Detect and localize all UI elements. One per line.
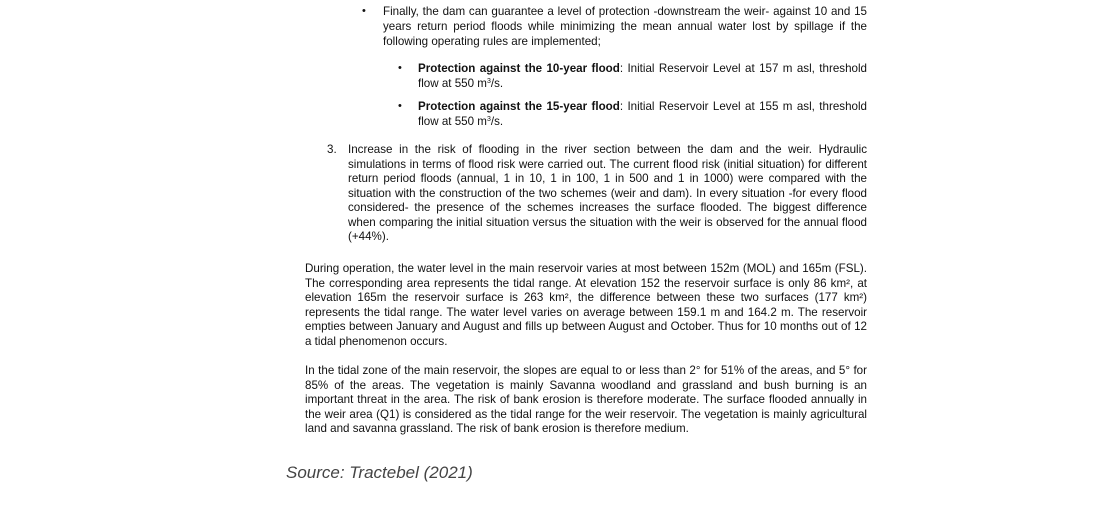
sub-bullet-title: Protection against the 15-year flood: [418, 100, 620, 113]
bullet-marker: •: [362, 5, 366, 17]
sub-bullet-marker: •: [398, 100, 402, 112]
superscript: 3: [486, 78, 491, 85]
bullet-operating-rules: Finally, the dam can guarantee a level of protection -downstream the weir- against 10 and 15 years return period floods while minimizing the mean annual water lost by spillage if the following operating rules are implemented;: [383, 5, 867, 48]
sub-bullet-text: : Initial Reservoir Level at 157 m asl, threshold flow at 550 m: [418, 62, 867, 90]
list-number: 3.: [327, 143, 337, 156]
sub-bullet-marker: •: [398, 62, 402, 74]
superscript: 3: [486, 116, 491, 123]
sub-bullet-title: Protection against the 10-year flood: [418, 62, 620, 75]
sub-bullet-text: : Initial Reservoir Level at 155 m asl, threshold flow at 550 m: [418, 100, 867, 128]
sub-bullet-unit: /s.: [490, 77, 504, 90]
numbered-item-flood-risk: Increase in the risk of flooding in the river section between the dam and the weir. Hydraulic simulations in terms of flood risk were carried out. The current flood risk (initial situation) for different return period floods (annual, 1 in 10, 1 in 100, 1 in 500 and 1 in 1000) were compared with the situation with the construction of the two schemes (weir and dam). In every situation -for every flood considered- the presence of the schemes increases the surface flooded. The biggest difference when comparing the initial situation versus the situation with the weir is observed for the annual flood (+44%).: [348, 143, 867, 243]
sub-bullet-unit: /s.: [490, 115, 504, 128]
paragraph-water-level: During operation, the water level in the main reservoir varies at most between 152m (MOL) and 165m (FSL). The corresponding area represents the tidal range. At elevation 152 the reservoir surface is only 86 km², at elevation 165m the reservoir surface is 263 km², the difference between these two surfaces (177 km²) represents the tidal range. The water level varies on average between 159.1 m and 164.2 m. The reservoir empties between January and August and fills up between August and October. Thus for 10 months out of 12 a tidal phenomenon occurs.: [305, 262, 867, 348]
paragraph-tidal-zone: In the tidal zone of the main reservoir, the slopes are equal to or less than 2° for 51% of the areas, and 5° for 85% of the areas. The vegetation is mainly Savanna woodland and grassland and bush burning is an important threat in the area. The risk of bank erosion is therefore moderate. The surface flooded annually in the weir area (Q1) is considered as the tidal range for the weir reservoir. The vegetation is mainly agricultural land and savanna grassland. The risk of bank erosion is therefore medium.: [305, 364, 867, 435]
sub-bullet-10-year: [418, 61, 867, 91]
source-caption: Source: Tractebel (2021): [286, 463, 473, 482]
sub-bullet-15-year: [418, 99, 867, 129]
